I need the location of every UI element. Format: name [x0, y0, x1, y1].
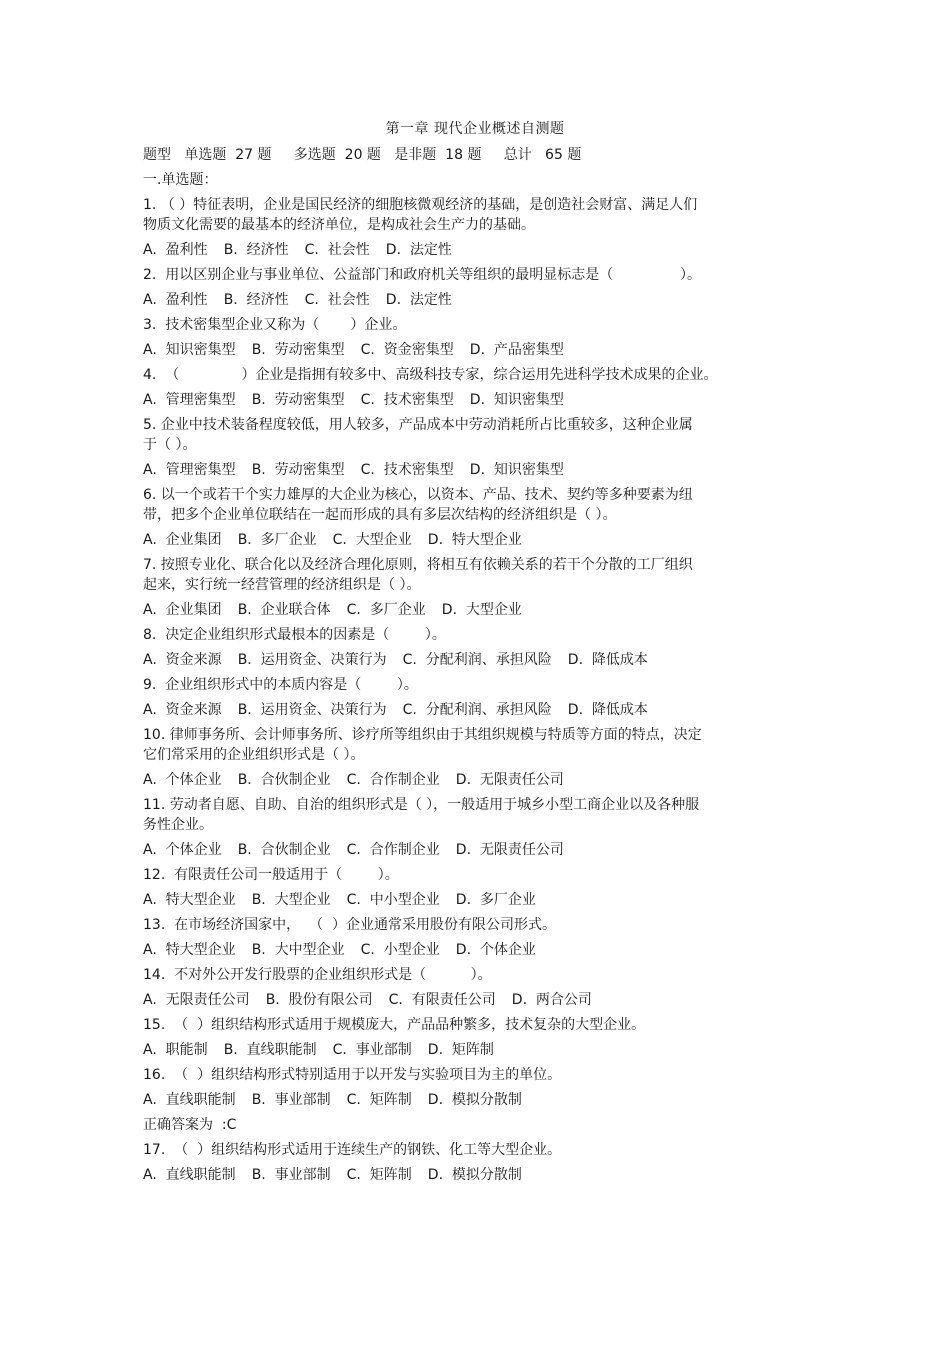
option-d: D. 矩阵制: [427, 1042, 494, 1058]
option-a: A. 企业集团: [143, 602, 222, 618]
option-d: D. 法定性: [385, 242, 452, 258]
question-8: 8. 决定企业组织形式最根本的因素是（ ）。: [143, 627, 446, 643]
option-c: C. 社会性: [304, 242, 370, 258]
option-b: B. 事业部制: [251, 1167, 331, 1183]
option-b: B. 经济性: [223, 242, 289, 258]
question-6: 6. 以一个或若干个实力雄厚的大企业为核心，以资本、产品、技术、契约等多种要素为纽 带，把多个企业单位联结在一起而形成的具有多层次结构的经济组织是（ ）。: [143, 487, 693, 523]
question-7-options: [143, 600, 793, 625]
question-6-options: [143, 530, 793, 555]
option-c: C. 事业部制: [332, 1042, 412, 1058]
question-4-options: [143, 390, 793, 415]
question-10-options: [143, 770, 793, 795]
option-b: B. 企业联合体: [237, 602, 331, 618]
option-d: D. 模拟分散制: [427, 1167, 522, 1183]
option-d: D. 多厂企业: [455, 892, 536, 908]
option-c: C. 矩阵制: [346, 1092, 412, 1108]
option-a: A. 职能制: [143, 1042, 208, 1058]
option-d: D. 降低成本: [567, 702, 648, 718]
question-3: 3. 技术密集型企业又称为（ ）企业。: [143, 317, 407, 333]
option-b: B. 直线职能制: [223, 1042, 317, 1058]
option-c: C. 技术密集型: [360, 392, 454, 408]
option-d: D. 大型企业: [441, 602, 522, 618]
question-15-options: [143, 1040, 793, 1065]
option-c: C. 小型企业: [360, 942, 440, 958]
question-4: 4. （ ）企业是指拥有较多中、高级科技专家，综合运用先进科学技术成果的企业。: [143, 367, 718, 383]
option-b: B. 运用资金、决策行为: [237, 702, 387, 718]
option-b: B. 合伙制企业: [237, 842, 331, 858]
option-b: B. 事业部制: [251, 1092, 331, 1108]
question-type-summary: 题型 单选题 27 题 多选题 20 题 是非题 18 题 总计 65 题: [143, 147, 582, 163]
question-2: 2. 用以区别企业与事业单位、公益部门和政府机关等组织的最明显标志是（ ）。: [143, 267, 702, 283]
answer-note: 正确答案为 :C: [143, 1117, 237, 1133]
option-a: A. 资金来源: [143, 702, 222, 718]
question-2-options: [143, 290, 793, 315]
option-d: D. 产品密集型: [469, 342, 564, 358]
question-5-options: [143, 460, 793, 485]
option-b: B. 劳动密集型: [251, 342, 345, 358]
question-3-options: [143, 340, 793, 365]
question-9-options: [143, 700, 793, 725]
question-10: 10. 律师事务所、会计师事务所、诊疗所等组织由于其组织规模与特质等方面的特点，决定 它们常采用的企业组织形式是（ ）。: [143, 727, 702, 763]
question-1: 1. （ ）特征表明，企业是国民经济的细胞核微观经济的基础，是创造社会财富、满足人们 物质文化需要的最基本的经济单位，是构成社会生产力的基础。: [143, 197, 698, 233]
question-17-options: [143, 1165, 793, 1190]
question-12: 12. 有限责任公司一般适用于（ ）。: [143, 867, 399, 883]
question-17: 17. （ ）组织结构形式适用于连续生产的钢铁、化工等大型企业。: [143, 1142, 562, 1158]
option-a: A. 个体企业: [143, 772, 222, 788]
option-c: C. 社会性: [304, 292, 370, 308]
document-body: [143, 145, 793, 1190]
option-d: D. 模拟分散制: [427, 1092, 522, 1108]
option-b: B. 大型企业: [251, 892, 331, 908]
option-b: B. 劳动密集型: [251, 462, 345, 478]
option-c: C. 分配利润、承担风险: [402, 702, 552, 718]
question-13: 13. 在市场经济国家中， （ ）企业通常采用股份有限公司形式。: [143, 917, 556, 933]
question-14: 14. 不对外公开发行股票的企业组织形式是（ ）。: [143, 967, 492, 983]
option-a: A. 盈利性: [143, 292, 208, 308]
option-d: D. 两合公司: [511, 992, 592, 1008]
option-d: D. 个体企业: [455, 942, 536, 958]
option-d: D. 无限责任公司: [455, 772, 564, 788]
option-a: A. 知识密集型: [143, 342, 236, 358]
option-c: C. 矩阵制: [346, 1167, 412, 1183]
option-d: D. 无限责任公司: [455, 842, 564, 858]
option-b: B. 运用资金、决策行为: [237, 652, 387, 668]
option-b: B. 大中型企业: [251, 942, 345, 958]
question-5: 5. 企业中技术装备程度较低，用人较多，产品成本中劳动消耗所占比重较多，这种企业属 于（ ）。: [143, 417, 693, 453]
option-a: A. 盈利性: [143, 242, 208, 258]
option-b: B. 多厂企业: [237, 532, 317, 548]
option-c: C. 合作制企业: [346, 842, 440, 858]
question-11-options: [143, 840, 793, 865]
question-11: 11. 劳动者自愿、自助、自治的组织形式是（ ），一般适用于城乡小型工商企业以及各种服 务性企业。: [143, 797, 700, 833]
option-c: C. 资金密集型: [360, 342, 454, 358]
option-b: B. 合伙制企业: [237, 772, 331, 788]
option-c: C. 大型企业: [332, 532, 412, 548]
question-9: 9. 企业组织形式中的本质内容是（ ）。: [143, 677, 418, 693]
question-14-options: [143, 990, 793, 1015]
question-8-options: [143, 650, 793, 675]
option-d: D. 知识密集型: [469, 392, 564, 408]
question-7: 7. 按照专业化、联合化以及经济合理化原则，将相互有依赖关系的若干个分散的工厂组织 起来，实行统一经营管理的经济组织是（ ）。: [143, 557, 693, 593]
option-d: D. 法定性: [385, 292, 452, 308]
option-a: A. 个体企业: [143, 842, 222, 858]
option-d: D. 降低成本: [567, 652, 648, 668]
option-c: C. 合作制企业: [346, 772, 440, 788]
question-15: 15. （ ）组织结构形式适用于规模庞大，产品品种繁多，技术复杂的大型企业。: [143, 1017, 646, 1033]
option-d: D. 特大型企业: [427, 532, 522, 548]
document-title: 第一章 现代企业概述自测题: [385, 121, 565, 137]
question-1-options: [143, 240, 793, 265]
option-c: C. 分配利润、承担风险: [402, 652, 552, 668]
option-c: C. 有限责任公司: [388, 992, 496, 1008]
question-12-options: [143, 890, 793, 915]
section-heading: 一.单选题：: [143, 172, 218, 188]
option-b: B. 股份有限公司: [265, 992, 373, 1008]
option-a: A. 管理密集型: [143, 392, 236, 408]
question-13-options: [143, 940, 793, 965]
option-c: C. 多厂企业: [346, 602, 426, 618]
question-16: 16. （ ）组织结构形式特别适用于以开发与实验项目为主的单位。: [143, 1067, 562, 1083]
option-a: A. 直线职能制: [143, 1092, 236, 1108]
option-c: C. 技术密集型: [360, 462, 454, 478]
option-a: A. 资金来源: [143, 652, 222, 668]
option-b: B. 劳动密集型: [251, 392, 345, 408]
option-a: A. 企业集团: [143, 532, 222, 548]
question-16-options: [143, 1090, 793, 1115]
option-c: C. 中小型企业: [346, 892, 440, 908]
option-a: A. 直线职能制: [143, 1167, 236, 1183]
option-a: A. 管理密集型: [143, 462, 236, 478]
option-a: A. 特大型企业: [143, 942, 236, 958]
option-a: A. 特大型企业: [143, 892, 236, 908]
option-b: B. 经济性: [223, 292, 289, 308]
option-d: D. 知识密集型: [469, 462, 564, 478]
option-a: A. 无限责任公司: [143, 992, 250, 1008]
